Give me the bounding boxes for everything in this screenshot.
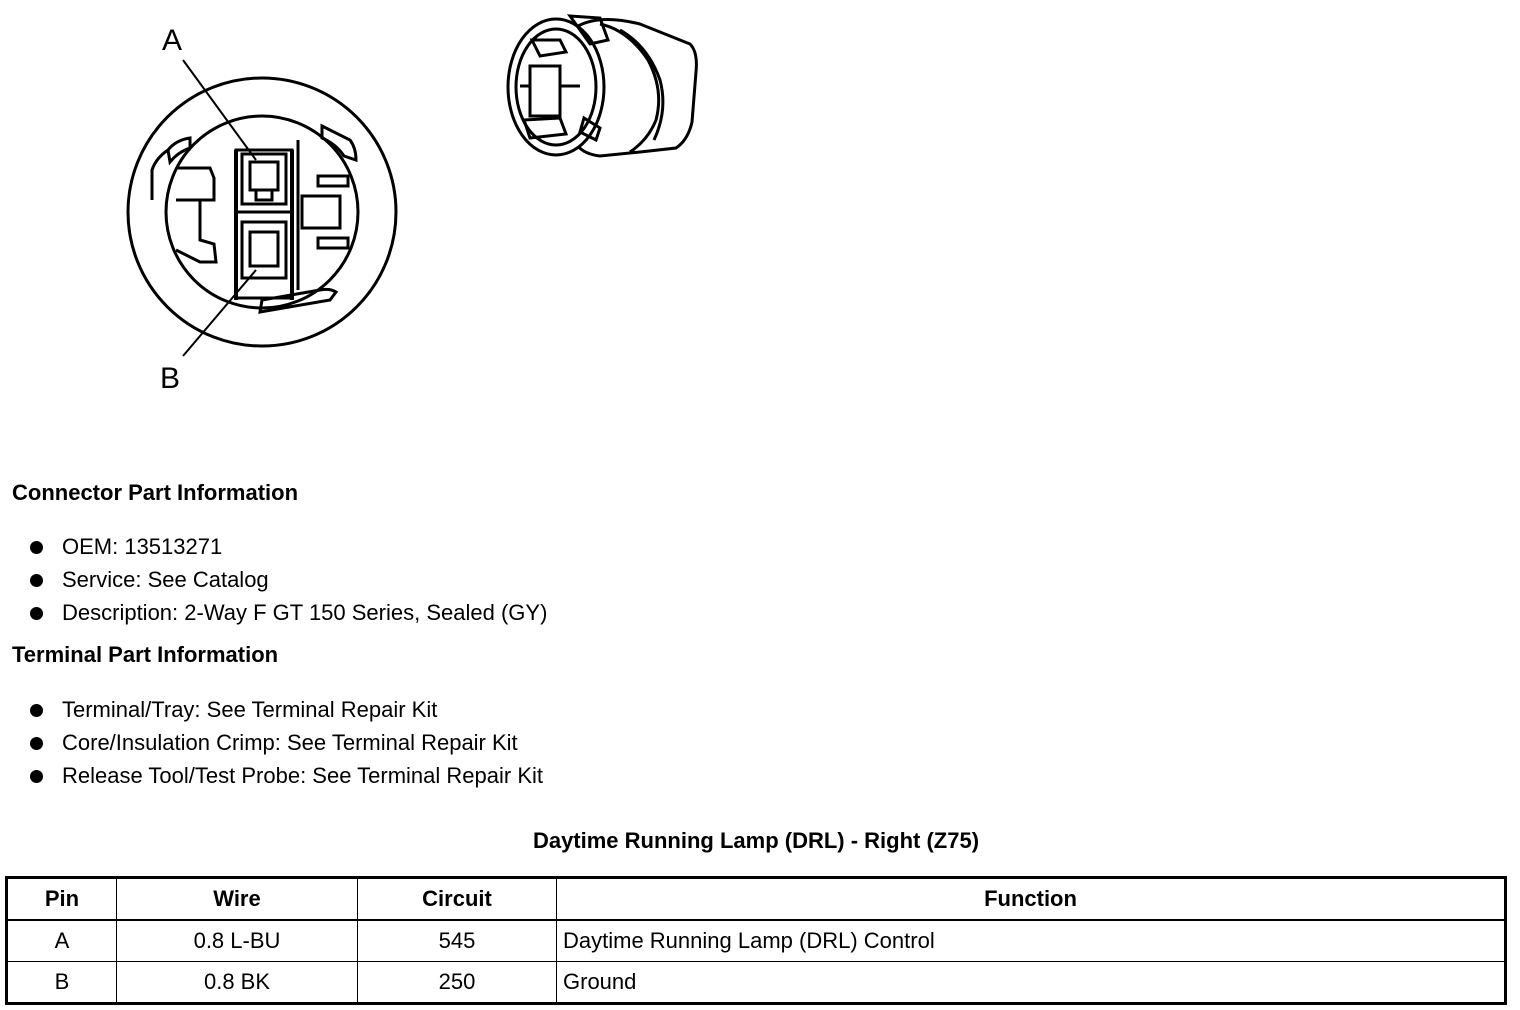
- column-header-circuit: Circuit: [358, 878, 557, 921]
- connector-3d-view: [508, 16, 696, 156]
- pin-cell: A: [7, 920, 117, 962]
- list-item: Terminal/Tray: See Terminal Repair Kit: [28, 693, 543, 726]
- wire-cell: 0.8 L-BU: [117, 920, 358, 962]
- pinout-table: [5, 876, 1507, 1005]
- bullet-icon: [30, 737, 43, 750]
- terminal-info-list: [28, 693, 543, 792]
- list-item: Core/Insulation Crimp: See Terminal Repair Kit: [28, 726, 543, 759]
- circuit-cell: 250: [358, 962, 557, 1004]
- connector-info-list: [28, 530, 547, 629]
- bullet-icon: [30, 574, 43, 587]
- connector-info-heading: Connector Part Information: [12, 480, 299, 505]
- column-header-pin: Pin: [7, 878, 117, 921]
- list-item: Release Tool/Test Probe: See Terminal Repair Kit: [28, 759, 543, 792]
- connector-illustration: [0, 0, 720, 400]
- list-item: Service: See Catalog: [28, 563, 547, 596]
- column-header-function: Function: [557, 878, 1506, 921]
- list-item: OEM: 13513271: [28, 530, 547, 563]
- wire-cell: 0.8 BK: [117, 962, 358, 1004]
- circuit-cell: 545: [358, 920, 557, 962]
- bullet-icon: [30, 607, 43, 620]
- bullet-icon: [30, 541, 43, 554]
- column-header-wire: Wire: [117, 878, 358, 921]
- function-cell: Daytime Running Lamp (DRL) Control: [557, 920, 1506, 962]
- bullet-icon: [30, 770, 43, 783]
- callout-a: A: [162, 24, 183, 57]
- pinout-table-title: Daytime Running Lamp (DRL) - Right (Z75): [532, 828, 980, 853]
- terminal-info-heading: Terminal Part Information: [12, 642, 279, 667]
- callout-b: B: [160, 362, 181, 395]
- pin-cell: B: [7, 962, 117, 1004]
- table-row: [7, 920, 1506, 962]
- list-item: Description: 2-Way F GT 150 Series, Sealed (GY): [28, 596, 547, 629]
- table-row: [7, 962, 1506, 1004]
- bullet-icon: [30, 704, 43, 717]
- function-cell: Ground: [557, 962, 1506, 1004]
- table-header-row: [7, 878, 1506, 921]
- connector-face-view: [0, 0, 720, 400]
